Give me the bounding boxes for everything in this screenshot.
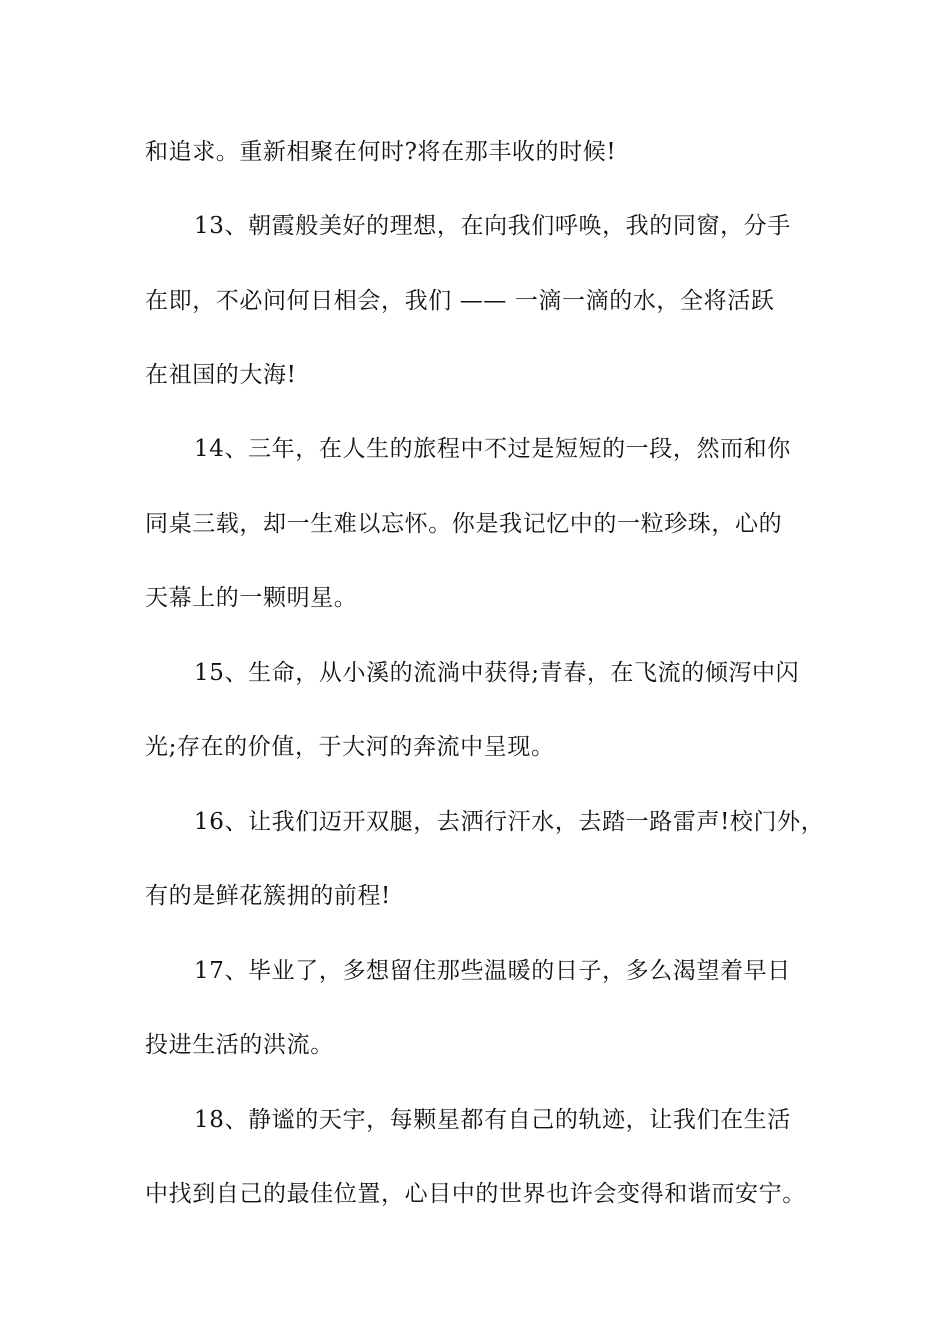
text-line: 18、静谧的天宇，每颗星都有自己的轨迹，让我们在生活: [194, 1107, 791, 1133]
text-line: 和追求。重新相聚在何时?将在那丰收的时候!: [145, 139, 617, 165]
text-line: 有的是鲜花簇拥的前程!: [145, 883, 391, 909]
text-line: 在即，不必问何日相会，我们 —— 一滴一滴的水，全将活跃: [145, 288, 775, 314]
text-line: 16、让我们迈开双腿，去洒行汗水，去踏一路雷声!校门外，: [194, 809, 825, 835]
text-line: 同桌三载，却一生难以忘怀。你是我记忆中的一粒珍珠，心的: [145, 511, 783, 537]
text-line: 15、生命，从小溪的流淌中获得;青春，在飞流的倾泻中闪: [194, 660, 800, 686]
text-line: 14、三年，在人生的旅程中不过是短短的一段，然而和你: [194, 436, 791, 462]
text-line: 中找到自己的最佳位置，心目中的世界也许会变得和谐而安宁。: [145, 1181, 806, 1207]
text-line: 13、朝霞般美好的理想，在向我们呼唤，我的同窗，分手: [194, 213, 791, 239]
text-line: 天幕上的一颗明星。: [145, 585, 358, 611]
text-line: 17、毕业了，多想留住那些温暖的日子，多么渴望着早日: [194, 958, 791, 984]
text-line: 在祖国的大海!: [145, 362, 297, 388]
text-line: 投进生活的洪流。: [145, 1032, 334, 1058]
text-line: 光;存在的价值，于大河的奔流中呈现。: [145, 734, 555, 760]
